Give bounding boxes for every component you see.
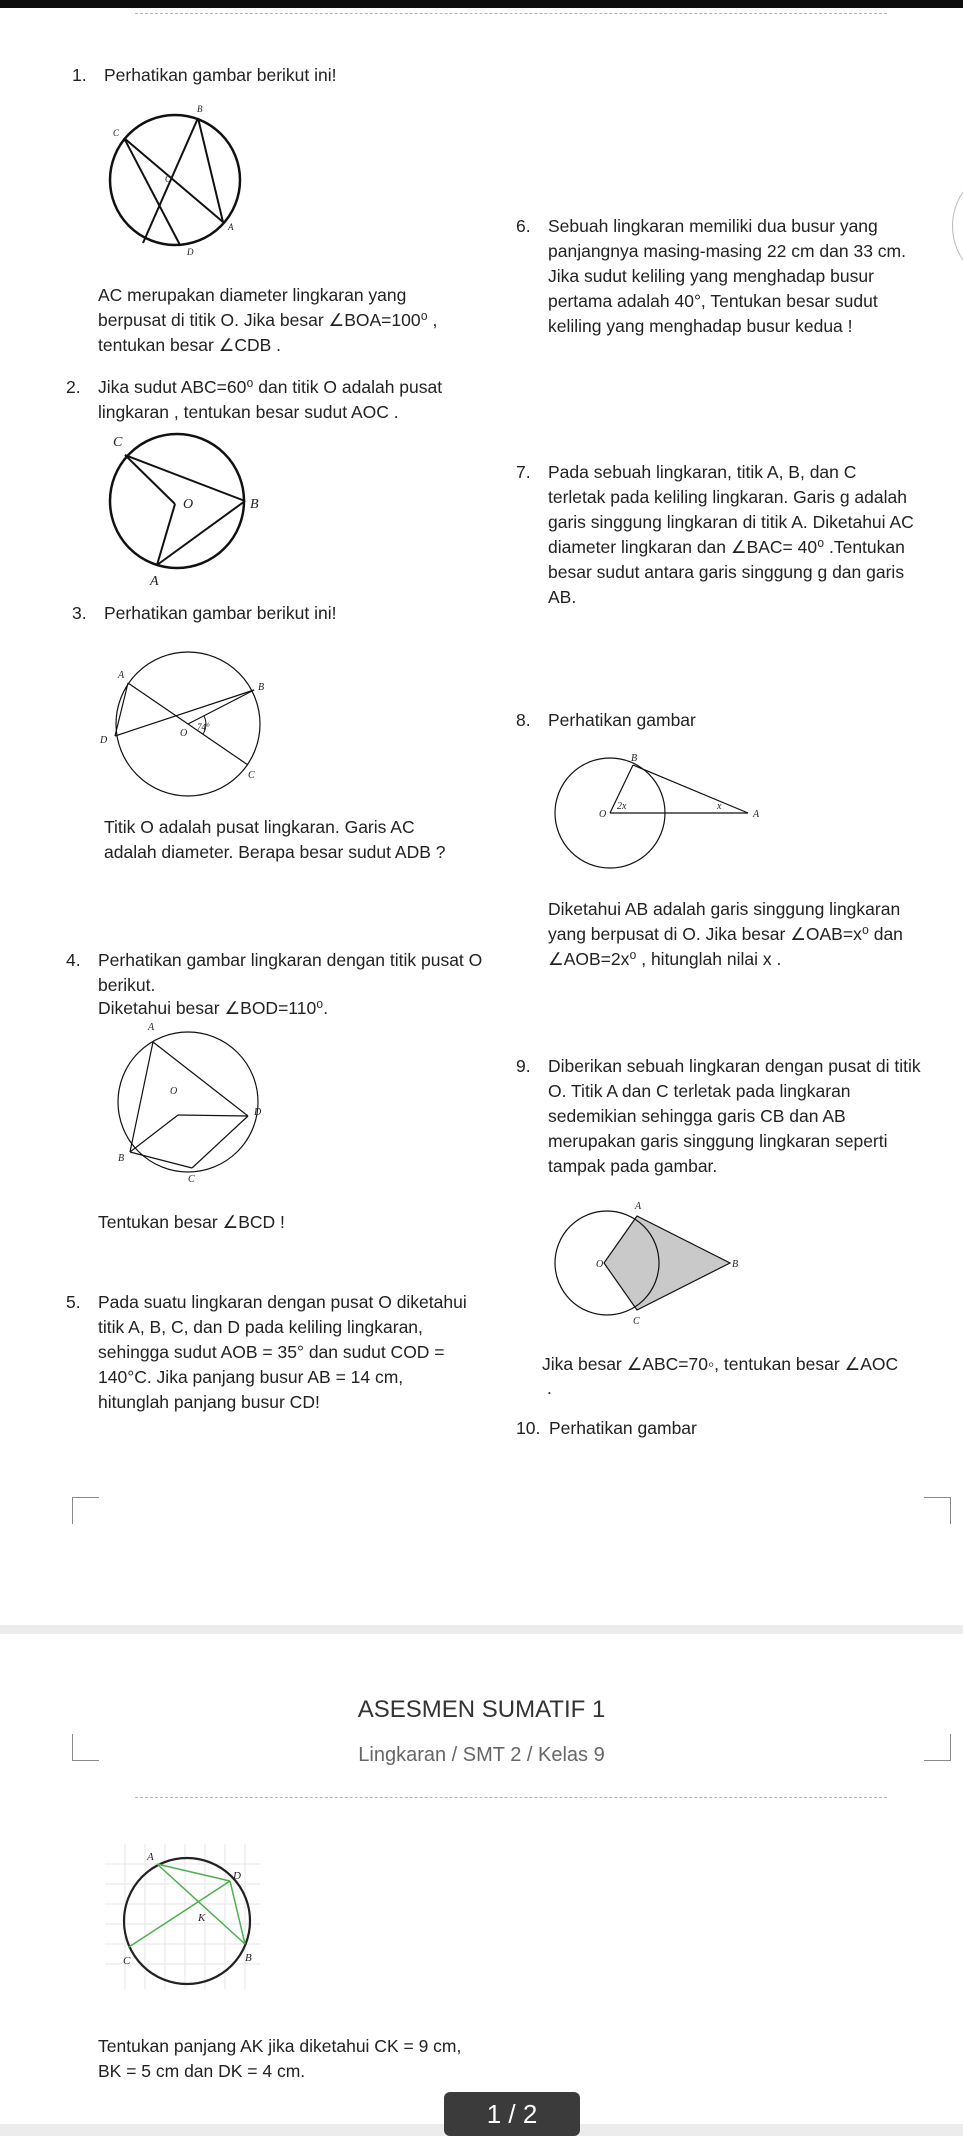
q10-figure [105, 1844, 265, 1994]
q9-label-b: B [732, 1259, 739, 1270]
q3-figure [100, 648, 270, 798]
q1-label-b: B [197, 104, 203, 114]
crop-mark-top-left [72, 1497, 99, 1524]
q7-number: 7. [516, 462, 531, 482]
crop-mark-top-right [924, 1497, 951, 1524]
q2-label-c: C [113, 435, 123, 450]
q3-prompt: Perhatikan gambar berikut ini! [104, 603, 337, 623]
page-subtitle: Lingkaran / SMT 2 / Kelas 9 [358, 1744, 605, 1766]
q3-label-angle: 74° [197, 722, 210, 732]
q10-prompt: Perhatikan gambar [549, 1418, 697, 1438]
q1-label-o: O [165, 174, 172, 184]
q8-label-b: B [631, 753, 638, 764]
q8-number: 8. [516, 710, 531, 730]
q2-label-o: O [183, 497, 194, 512]
q6-number: 6. [516, 216, 531, 236]
page-title: ASESMEN SUMATIF 1 [357, 1696, 606, 1723]
q9-label-o: O [596, 1259, 604, 1270]
q10-label-a: A [147, 1851, 154, 1863]
q1-label-d: D [187, 247, 194, 257]
q8-label-o: O [599, 809, 607, 820]
side-figure-fragment [952, 165, 963, 287]
q2-text: Jika sudut ABC=60⁰ dan titik O adalah pusat lingkaran , tentukan besar sudut AOC . [98, 377, 443, 422]
q9-text: Diberikan sebuah lingkaran dengan pusat di titik O. Titik A dan C terletak pada lingkaran sedemikian sehingga garis CB dan AB merupakan garis singgung lingkaran seperti tampak pada gambar. [548, 1056, 921, 1176]
q9-label-a: A [635, 1201, 642, 1212]
q6-text: Sebuah lingkaran memiliki dua busur yang panjangnya masing-masing 22 cm dan 33 cm. Jika sudut keliling yang menghadap busur pertama adalah 40°, Tentukan besar sudut keliling yang menghadap busur kedua ! [548, 216, 906, 336]
header-divider-2 [135, 1797, 887, 1798]
q8-label-a: A [753, 809, 760, 820]
q3-label-d: D [100, 735, 108, 746]
q10-label-d: D [233, 1870, 241, 1882]
header-divider [135, 13, 887, 14]
q4-label-a: A [148, 1022, 155, 1033]
q3-label-o: O [180, 728, 188, 739]
q4-ask: Tentukan besar ∠BCD ! [98, 1212, 285, 1232]
q2-label-a: A [150, 574, 159, 589]
q3-number: 3. [72, 603, 87, 623]
q10-number: 10. [516, 1418, 541, 1438]
q8-label-x: x [717, 801, 722, 812]
q7-text: Pada sebuah lingkaran, titik A, B, dan C terletak pada keliling lingkaran. Garis g adalah garis singgung lingkaran di titik A. Diketahui AC diameter lingkaran dan ∠BAC= 40⁰ .Tentukan besar sudut antara garis singgung g dan garis AB. [548, 462, 914, 607]
q2-label-b: B [250, 497, 259, 512]
q10-label-b: B [245, 1952, 252, 1964]
q10-text: Tentukan panjang AK jika diketahui CK = 9 cm, BK = 5 cm dan DK = 4 cm. [98, 2036, 462, 2081]
q10-label-c: C [123, 1955, 131, 1967]
q1-text: AC merupakan diameter lingkaran yang berpusat di titik O. Jika besar ∠BOA=100⁰ , tentukan besar ∠CDB . [98, 285, 438, 355]
crop-mark-bottom-right [924, 1734, 951, 1761]
q2-number: 2. [66, 377, 81, 397]
document-page-2 [0, 1634, 963, 2124]
q3-label-a: A [118, 670, 125, 681]
q4-label-c: C [188, 1174, 195, 1185]
q4-label-d: D [254, 1107, 262, 1118]
q4-text: Perhatikan gambar lingkaran dengan titik pusat O berikut. [98, 950, 483, 995]
q4-given: Diketahui besar ∠BOD=110⁰. [98, 998, 329, 1018]
q9-dot: . [547, 1378, 552, 1398]
q9-ask: Jika besar ∠ABC=70◦, tentukan besar ∠AOC [542, 1354, 899, 1374]
q2-figure [95, 425, 265, 595]
viewer-top-bar [0, 0, 963, 8]
q9-number: 9. [516, 1056, 531, 1076]
q4-label-b: B [118, 1153, 125, 1164]
q9-label-c: C [633, 1316, 640, 1327]
page-indicator: 1 / 2 [444, 2092, 580, 2136]
q4-number: 4. [66, 950, 81, 970]
q9-figure [545, 1198, 745, 1338]
q1-number: 1. [72, 65, 87, 85]
q1-label-a: A [228, 222, 234, 232]
q5-text: Pada suatu lingkaran dengan pusat O diketahui titik A, B, C, dan D pada keliling lingkaran, sehingga sudut AOB = 35° dan sudut COD = 140°C. Jika panjang busur AB = 14 cm, hitunglah panjang busur CD! [98, 1292, 467, 1412]
q8-text: Diketahui AB adalah garis singgung lingkaran yang berpusat di O. Jika besar ∠OAB=x⁰ dan ∠AOB=2x⁰ , hitunglah nilai x . [548, 899, 903, 969]
q4-figure [108, 1020, 268, 1185]
q5-number: 5. [66, 1292, 81, 1312]
q3-label-b: B [258, 682, 265, 693]
q3-label-c: C [248, 770, 255, 781]
q3-text: Titik O adalah pusat lingkaran. Garis AC adalah diameter. Berapa besar sudut ADB ? [104, 817, 446, 862]
q10-label-k: K [198, 1912, 206, 1924]
q4-label-o: O [170, 1086, 178, 1097]
q1-figure [95, 100, 255, 260]
q1-label-c: C [113, 128, 120, 138]
q8-prompt: Perhatikan gambar [548, 710, 696, 730]
q8-label-2x: 2x [617, 801, 627, 812]
q8-figure [545, 755, 765, 905]
q1-prompt: Perhatikan gambar berikut ini! [104, 65, 337, 85]
crop-mark-bottom-left [72, 1734, 99, 1761]
